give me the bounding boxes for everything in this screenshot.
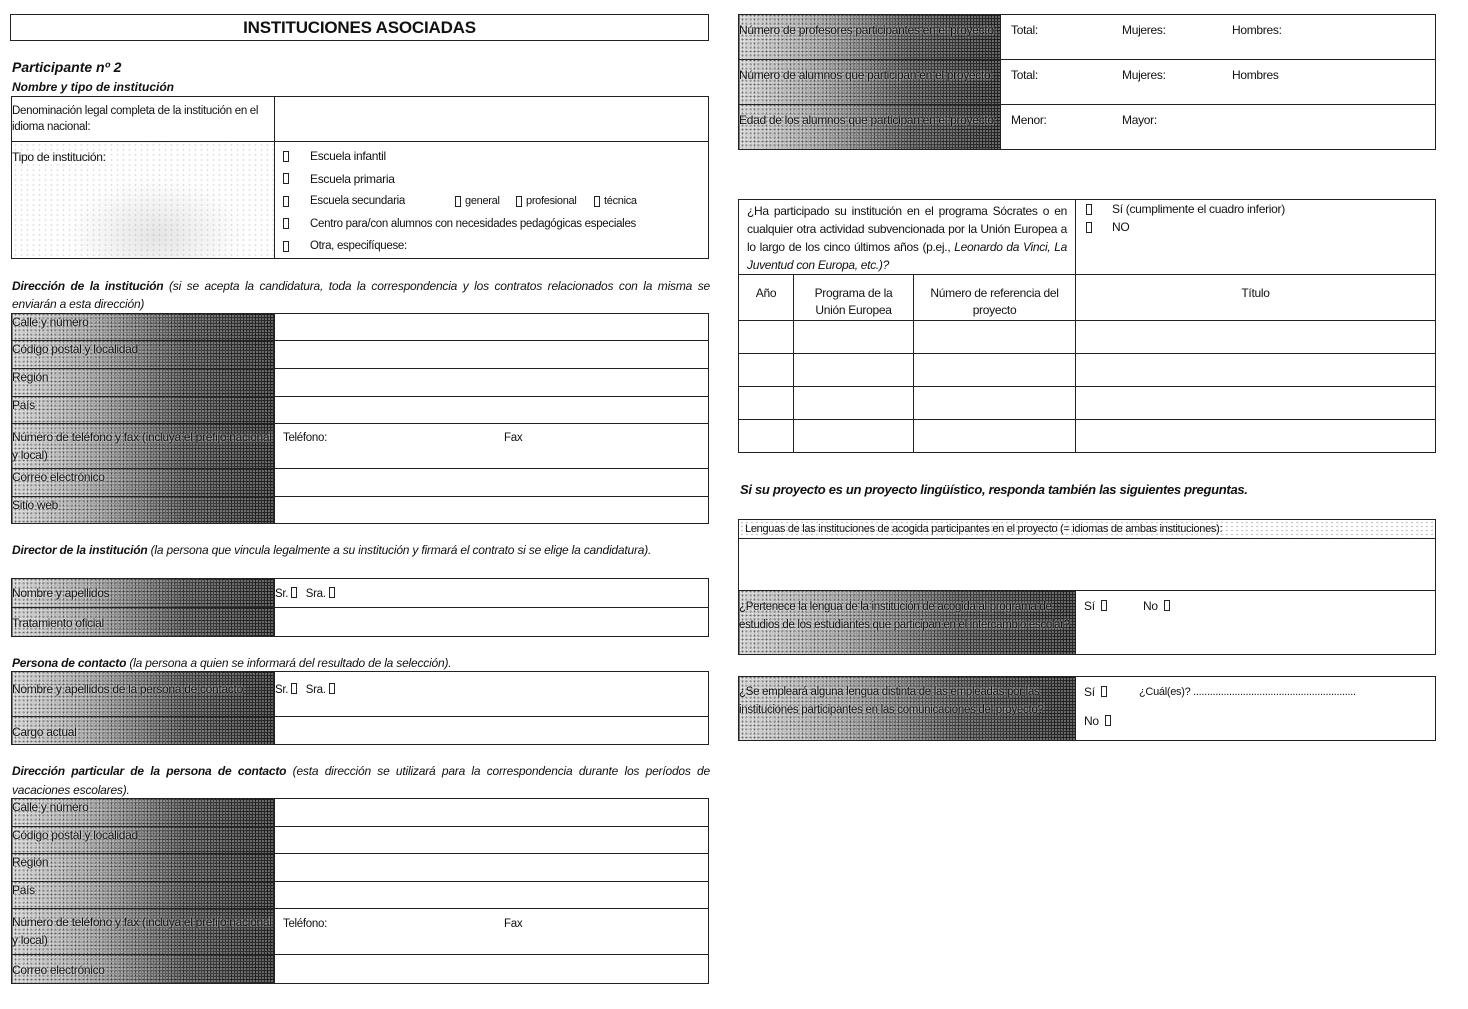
previous-participation-question: [739, 200, 1076, 275]
position-label: Cargo actual: [12, 717, 275, 745]
checkbox-yes[interactable]: [1086, 204, 1092, 215]
year-cell[interactable]: [739, 420, 794, 453]
option-secondary-school: [275, 190, 708, 213]
linguistic-heading: Si su proyecto es un proyecto lingüístico, responda también las siguientes preguntas.: [740, 482, 1248, 497]
participants-count-table: [738, 14, 1436, 150]
checkbox-special-needs[interactable]: [283, 218, 289, 229]
total-label: Total:: [1011, 68, 1038, 82]
private-address-heading-note: (esta dirección se utilizará para la correspondencia durante los períodos de vacaciones escolares).: [12, 764, 711, 797]
mrs-label: Sra.: [305, 588, 326, 600]
option-primary-school: [275, 168, 708, 191]
region-label: Región: [12, 854, 275, 882]
men-label: Hombres: [1232, 68, 1279, 82]
reference-cell[interactable]: [914, 387, 1076, 420]
website-field[interactable]: [275, 497, 709, 524]
name-type-subheading: Nombre y tipo de institución: [12, 80, 175, 94]
fax-label: Fax: [504, 432, 523, 444]
director-heading-title: Director de la institución: [12, 543, 148, 557]
suboption-vocational: [508, 190, 577, 213]
youngest-label: Menor:: [1011, 113, 1047, 127]
table-row: [739, 387, 1436, 420]
email-label: Correo electrónico: [12, 955, 275, 984]
street-label: Calle y número: [12, 314, 275, 341]
reference-cell[interactable]: [914, 420, 1076, 453]
option-label: Escuela secundaria: [310, 195, 405, 208]
teachers-count-field[interactable]: [1001, 15, 1436, 60]
title-cell[interactable]: [1076, 420, 1436, 453]
answer-no: [1084, 713, 1111, 729]
no-label: NO: [1112, 220, 1130, 234]
suboption-general: [447, 190, 500, 213]
option-label: Escuela infantil: [310, 149, 386, 164]
other-language-table: [738, 676, 1436, 741]
title-cell[interactable]: [1076, 321, 1436, 354]
option-other: [275, 235, 708, 258]
programme-cell[interactable]: [794, 420, 914, 453]
answer-yes: [1084, 598, 1107, 614]
contact-name-label: Nombre y apellidos de la persona de contacto: [12, 672, 275, 717]
year-cell[interactable]: [739, 387, 794, 420]
country-field[interactable]: [275, 397, 709, 424]
country-field[interactable]: [275, 882, 709, 909]
checkbox-secondary-school[interactable]: [283, 196, 289, 207]
mr-label: Sr.: [275, 588, 289, 600]
checkbox-no[interactable]: [1086, 222, 1092, 233]
postcode-label: Código postal y localidad: [12, 341, 275, 369]
contact-heading-title: Persona de contacto: [12, 656, 127, 670]
mrs-label: Sra.: [305, 684, 326, 696]
region-field[interactable]: [275, 854, 709, 882]
address-heading-note: (si se acepta la candidatura, toda la correspondencia y los contratos relacionados con la misma se enviarán a esta dirección): [12, 279, 710, 311]
yes-label: Sí: [1084, 599, 1095, 613]
suboption-technical: [586, 190, 637, 213]
curriculum-answer: [1076, 591, 1436, 655]
email-field[interactable]: [275, 955, 709, 984]
other-language-question: ¿Se empleará alguna lengua distinta de las empleadas por las instituciones participantes en las comunicaciones del proyecto?: [739, 677, 1076, 741]
director-table: [11, 578, 709, 637]
street-label: Calle y número: [12, 799, 275, 827]
programme-cell[interactable]: [794, 354, 914, 387]
street-field[interactable]: [275, 314, 709, 341]
checkbox-yes[interactable]: [1101, 686, 1107, 697]
languages-label: Lenguas de las instituciones de acogida participantes en el proyecto (= idiomas de ambas instituciones):: [739, 520, 1436, 539]
phone-fax-label: Número de teléfono y fax (incluya el prefijo nacional y local): [12, 909, 275, 955]
curriculum-question: ¿Pertenece la lengua de la institución de acogida al programa de estudios de los estudiantes que participan en el intercambio escolar?: [739, 591, 1076, 655]
region-label: Región: [12, 369, 275, 397]
country-label: País: [12, 882, 275, 909]
yes-label: Sí: [1084, 685, 1095, 699]
checkbox-primary-school[interactable]: [283, 173, 289, 184]
oldest-label: Mayor:: [1122, 113, 1157, 127]
contact-name-field[interactable]: [275, 672, 709, 717]
checkbox-general[interactable]: [455, 196, 461, 207]
table-row: [739, 321, 1436, 354]
no-label: No: [1084, 714, 1099, 728]
director-heading-note: (la persona que vincula legalmente a su institución y firmará el contrato si se elige la candidatura).: [150, 543, 652, 557]
checkbox-mrs[interactable]: [329, 587, 335, 598]
answer-yes: [1076, 200, 1435, 218]
checkbox-mr[interactable]: [291, 683, 297, 694]
students-count-field[interactable]: [1001, 60, 1436, 105]
suboption-label: técnica: [604, 195, 637, 208]
contact-heading: [12, 654, 710, 672]
page-title: INSTITUCIONES ASOCIADAS: [10, 14, 709, 41]
which-languages-field[interactable]: ¿Cuál(es)? ...........................................................: [1139, 686, 1356, 698]
address-heading: [12, 277, 710, 313]
checkbox-yes[interactable]: [1101, 600, 1107, 611]
table-row: [739, 354, 1436, 387]
official-title-field[interactable]: [275, 608, 709, 637]
director-name-label: Nombre y apellidos: [12, 579, 275, 608]
checkbox-other[interactable]: [283, 241, 289, 252]
phone-label: Teléfono:: [283, 432, 327, 444]
answer-yes: [1084, 684, 1107, 700]
table-row: [739, 420, 1436, 453]
linguistic-table: [738, 519, 1436, 655]
students-age-label: Edad de los alumnos que participan en el proyecto:: [739, 105, 1001, 150]
students-count-label: Número de alumnos que participan en el proyecto:: [739, 60, 1001, 105]
question-examples: Leonardo da Vinci, La Juventud con Europa, etc.)?: [747, 240, 1067, 272]
participant-heading: Participante nº 2: [12, 59, 122, 75]
option-special-needs: [275, 213, 708, 236]
option-label: Otra, especifíquese:: [310, 240, 407, 253]
option-label: Escuela primaria: [310, 171, 395, 186]
private-address-table: [11, 798, 709, 984]
option-infant-school: [275, 145, 708, 168]
suboption-label: general: [465, 195, 500, 208]
suboption-label: profesional: [526, 195, 577, 208]
programme-cell[interactable]: [794, 387, 914, 420]
institution-address-table: [11, 313, 709, 524]
teachers-count-label: Número de profesores participantes en el proyecto:: [739, 15, 1001, 60]
reference-cell[interactable]: [914, 354, 1076, 387]
postcode-field[interactable]: [275, 827, 709, 854]
email-field[interactable]: [275, 469, 709, 497]
phone-fax-label: Número de teléfono y fax (incluya el prefijo nacional y local): [12, 424, 275, 469]
answer-no: [1076, 218, 1435, 236]
women-label: Mujeres:: [1122, 23, 1166, 37]
no-label: No: [1143, 599, 1158, 613]
other-language-answer: [1076, 677, 1436, 741]
question-text: ¿Ha participado su institución en el programa Sócrates o en cualquier otra actividad subvencionada por la Unión Europea a lo largo de los cinco últimos años (p.ej.,: [747, 204, 1068, 254]
official-title-label: Tratamiento oficial: [12, 608, 275, 637]
total-label: Total:: [1011, 23, 1038, 37]
title-cell[interactable]: [1076, 387, 1436, 420]
address-heading-title: Dirección de la institución: [12, 279, 164, 293]
languages-field[interactable]: [739, 539, 1436, 591]
institution-type-options: [275, 142, 709, 259]
contact-table: [11, 671, 709, 745]
phone-fax-field[interactable]: [275, 424, 709, 469]
director-name-field[interactable]: [275, 579, 709, 608]
previous-participation-answer: [1076, 200, 1436, 275]
contact-heading-note: (la persona a quien se informará del resultado de la selección).: [129, 656, 452, 670]
checkbox-no[interactable]: [1105, 715, 1111, 726]
mr-label: Sr.: [275, 684, 289, 696]
checkbox-infant-school[interactable]: [283, 151, 289, 162]
women-label: Mujeres:: [1122, 68, 1166, 82]
institution-type-label: Tipo de institución:: [12, 142, 275, 259]
postcode-field[interactable]: [275, 341, 709, 369]
men-label: Hombres:: [1232, 23, 1282, 37]
option-label: Centro para/con alumnos con necesidades pedagógicas especiales: [310, 217, 636, 230]
students-age-field[interactable]: [1001, 105, 1436, 150]
website-label: Sitio web: [12, 497, 275, 524]
column-reference: Número de referencia del proyecto: [914, 275, 1076, 321]
checkbox-mrs[interactable]: [329, 683, 335, 694]
director-heading: [12, 541, 710, 560]
yes-label: Sí (cumplimente el cuadro inferior): [1112, 202, 1285, 216]
checkbox-vocational[interactable]: [516, 196, 522, 207]
checkbox-technical[interactable]: [594, 196, 600, 207]
street-field[interactable]: [275, 799, 709, 827]
region-field[interactable]: [275, 369, 709, 397]
checkbox-mr[interactable]: [291, 587, 297, 598]
year-cell[interactable]: [739, 321, 794, 354]
answer-no: [1143, 598, 1170, 614]
column-programme: Programa de la Unión Europea: [794, 275, 914, 321]
phone-fax-field[interactable]: [275, 909, 709, 955]
email-label: Correo electrónico: [12, 469, 275, 497]
column-year: Año: [739, 275, 794, 321]
title-cell[interactable]: [1076, 354, 1436, 387]
position-field[interactable]: [275, 717, 709, 745]
private-address-heading: [12, 762, 710, 800]
column-title: Título: [1076, 275, 1436, 321]
previous-participation-table: [738, 199, 1436, 453]
checkbox-no[interactable]: [1164, 600, 1170, 611]
legal-name-label: Denominación legal completa de la institución en el idioma nacional:: [12, 97, 275, 142]
fax-label: Fax: [504, 918, 523, 930]
private-address-heading-title: Dirección particular de la persona de contacto: [12, 764, 287, 778]
postcode-label: Código postal y localidad: [12, 827, 275, 854]
programme-cell[interactable]: [794, 321, 914, 354]
institution-name-type-table: [11, 96, 709, 259]
year-cell[interactable]: [739, 354, 794, 387]
reference-cell[interactable]: [914, 321, 1076, 354]
legal-name-field[interactable]: [275, 97, 709, 142]
country-label: País: [12, 397, 275, 424]
phone-label: Teléfono:: [283, 918, 327, 930]
